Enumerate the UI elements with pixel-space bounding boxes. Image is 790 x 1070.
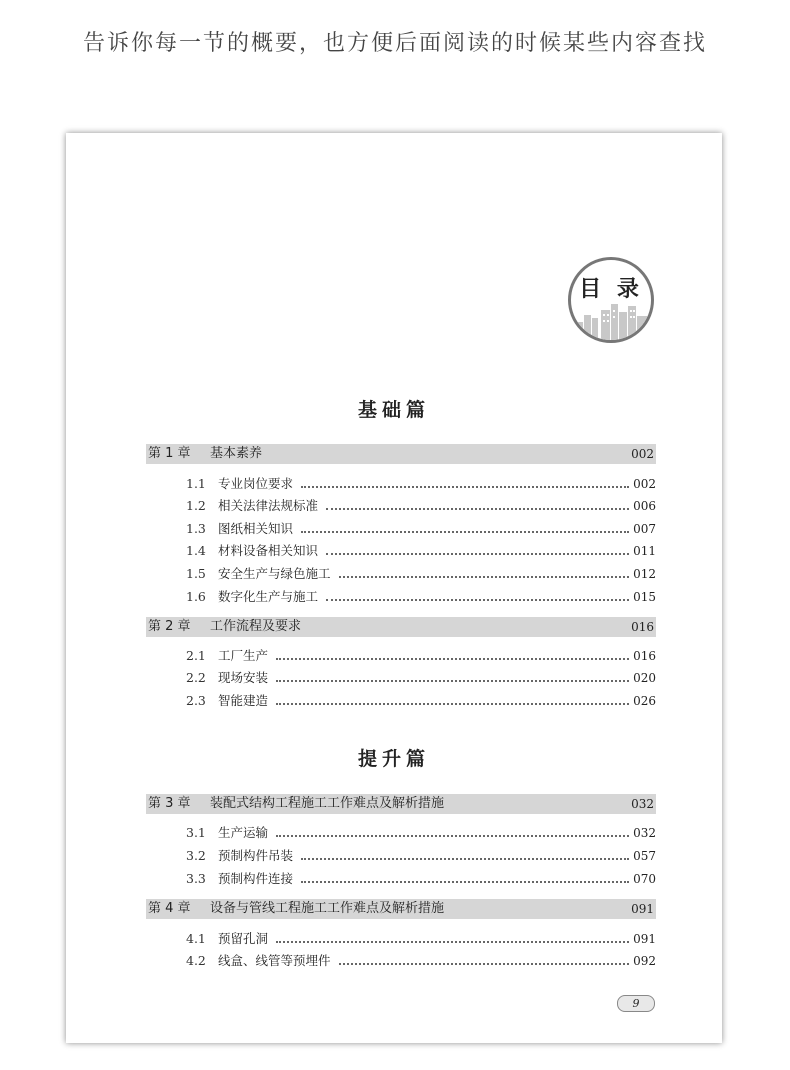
leader-dots <box>301 880 629 883</box>
chapter-title: 设备与管线工程施工工作难点及解析措施 <box>210 901 445 916</box>
entry-title: 安全生产与绿色施工 <box>218 566 331 581</box>
leader-dots <box>339 962 630 965</box>
entry-number: 1.6 <box>186 589 206 604</box>
toc-entry[interactable] <box>186 497 656 515</box>
chapter-number: 第 4 章 <box>148 901 191 916</box>
chapter-title: 工作流程及要求 <box>210 619 302 634</box>
entry-number: 2.3 <box>186 693 206 708</box>
entry-title: 工厂生产 <box>218 648 269 663</box>
toc-entry[interactable] <box>186 475 656 493</box>
toc-entry[interactable] <box>186 847 656 865</box>
entry-page: 006 <box>633 499 656 513</box>
toc-entry[interactable] <box>186 520 656 538</box>
leader-dots <box>326 552 629 555</box>
entry-number: 3.2 <box>186 848 206 863</box>
book-page <box>66 133 722 1043</box>
entry-number: 2.2 <box>186 670 206 685</box>
promo-caption: 告诉你每一节的概要，也方便后面阅读的时候某些内容查找 <box>82 31 707 56</box>
entry-number: 3.3 <box>186 871 206 886</box>
entry-page: 015 <box>633 590 656 604</box>
toc-badge <box>568 257 654 343</box>
chapter-row[interactable] <box>146 794 656 814</box>
page-number: 9 <box>617 995 655 1012</box>
leader-dots <box>326 507 629 510</box>
entry-number: 2.1 <box>186 648 206 663</box>
leader-dots <box>301 530 629 533</box>
chapter-title: 基本素养 <box>210 446 263 461</box>
toc-entry[interactable] <box>186 565 656 583</box>
chapter-page: 002 <box>631 447 654 461</box>
entry-page: 032 <box>633 826 656 840</box>
section-title: 基础篇 <box>357 399 430 421</box>
entry-page: 007 <box>633 522 656 536</box>
leader-dots <box>276 679 629 682</box>
chapter-page: 091 <box>631 902 654 916</box>
entry-title: 图纸相关知识 <box>218 521 294 536</box>
entry-title: 生产运输 <box>218 825 269 840</box>
chapter-row[interactable] <box>146 444 656 464</box>
entry-title: 智能建造 <box>218 693 269 708</box>
entry-number: 3.1 <box>186 825 206 840</box>
entry-page: 012 <box>633 567 656 581</box>
entry-number: 1.4 <box>186 543 206 558</box>
entry-page: 011 <box>633 544 656 558</box>
toc-entry[interactable] <box>186 930 656 948</box>
entry-page: 026 <box>633 694 656 708</box>
leader-dots <box>301 485 629 488</box>
toc-entry[interactable] <box>186 542 656 560</box>
entry-page: 016 <box>633 649 656 663</box>
entry-page: 091 <box>633 932 656 946</box>
entry-title: 预制构件连接 <box>218 871 294 886</box>
chapter-row[interactable] <box>146 617 656 637</box>
entry-page: 002 <box>633 477 656 491</box>
entry-title: 预制构件吊装 <box>218 848 294 863</box>
chapter-number: 第 1 章 <box>148 446 191 461</box>
entry-page: 020 <box>633 671 656 685</box>
toc-entry[interactable] <box>186 588 656 606</box>
entry-title: 预留孔洞 <box>218 931 269 946</box>
entry-title: 线盒、线管等预埋件 <box>218 953 331 968</box>
toc-entry[interactable] <box>186 870 656 888</box>
chapter-number: 第 2 章 <box>148 619 191 634</box>
entry-title: 相关法律法规标准 <box>218 498 319 513</box>
toc-heading: 目 录 <box>579 277 643 302</box>
chapter-title: 装配式结构工程施工工作难点及解析措施 <box>210 796 445 811</box>
toc-entry[interactable] <box>186 952 656 970</box>
entry-page: 092 <box>633 954 656 968</box>
entry-title: 专业岗位要求 <box>218 476 294 491</box>
leader-dots <box>276 940 629 943</box>
entry-page: 070 <box>633 872 656 886</box>
chapter-row[interactable] <box>146 899 656 919</box>
leader-dots <box>276 657 629 660</box>
leader-dots <box>276 834 629 837</box>
leader-dots <box>301 857 629 860</box>
entry-number: 4.1 <box>186 931 206 946</box>
toc-entry[interactable] <box>186 647 656 665</box>
chapter-page: 032 <box>631 797 654 811</box>
leader-dots <box>339 575 630 578</box>
entry-number: 1.1 <box>186 476 206 491</box>
entry-number: 4.2 <box>186 953 206 968</box>
entry-title: 材料设备相关知识 <box>218 543 319 558</box>
entry-number: 1.3 <box>186 521 206 536</box>
toc-entry[interactable] <box>186 692 656 710</box>
chapter-number: 第 3 章 <box>148 796 191 811</box>
entry-title: 数字化生产与施工 <box>218 589 319 604</box>
entry-title: 现场安装 <box>218 670 269 685</box>
section-title: 提升篇 <box>357 748 430 770</box>
entry-number: 1.5 <box>186 566 206 581</box>
entry-number: 1.2 <box>186 498 206 513</box>
toc-entry[interactable] <box>186 824 656 842</box>
entry-page: 057 <box>633 849 656 863</box>
leader-dots <box>276 702 629 705</box>
leader-dots <box>326 598 629 601</box>
chapter-page: 016 <box>631 620 654 634</box>
toc-entry[interactable] <box>186 669 656 687</box>
